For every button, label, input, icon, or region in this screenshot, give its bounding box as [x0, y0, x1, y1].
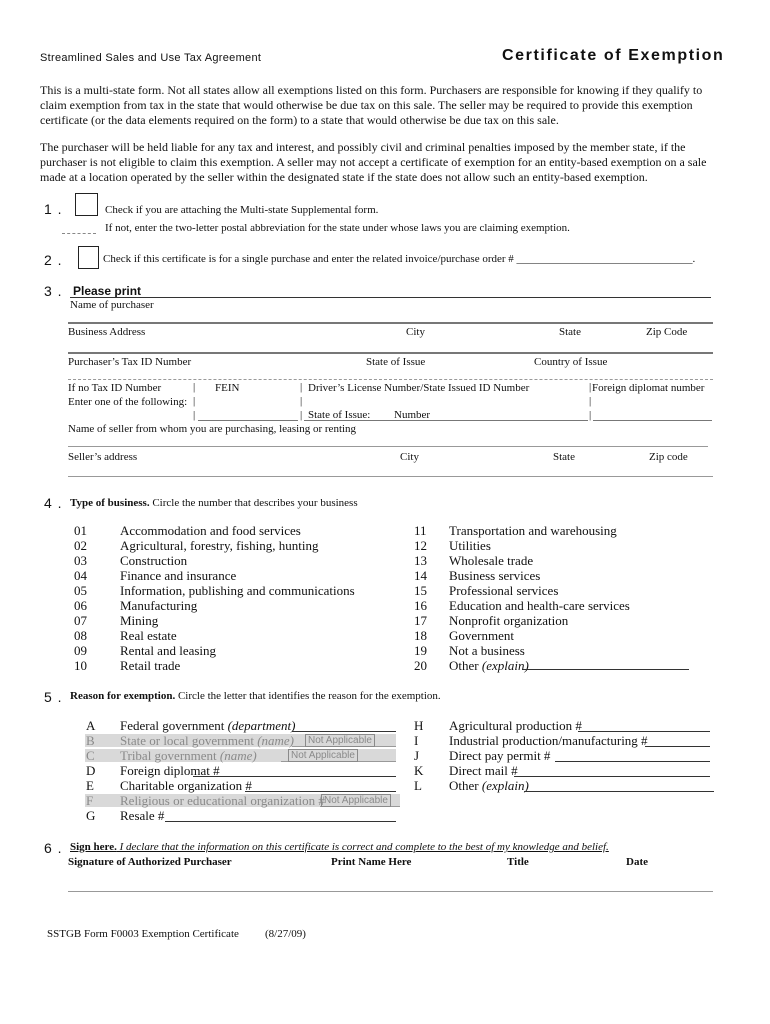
separator: | — [589, 409, 592, 421]
page-title: Certificate of Exemption — [502, 47, 725, 64]
intro-paragraph-1: This is a multi-state form. Not all states allow all exemptions listed on this form. Purchasers are responsible for knowing if they qualify to claim exemption from tax in the state that would otherwise be due tax on this sale. The seller may be required to provide this exemption certificate (or the data elements required on the form) to a state that would otherwise be due tax on this sale. — [40, 83, 703, 127]
exemption-reason-label: Industrial production/manufacturing # — [449, 733, 648, 748]
type-of-business-label — [70, 497, 358, 509]
exemption-reason-label: Charitable organization # — [120, 778, 252, 793]
foreign-diplomat-field[interactable] — [593, 420, 712, 421]
exemption-reason-label: Other (explain) — [449, 778, 529, 793]
separator: | — [193, 409, 196, 421]
exemption-reason-field[interactable] — [193, 776, 396, 777]
business-type-label: Agricultural, forestry, fishing, hunting — [120, 538, 319, 553]
business-type-label: Professional services — [449, 583, 559, 598]
signature-field[interactable] — [68, 891, 713, 892]
business-type-label: Retail trade — [120, 658, 181, 673]
drivers-license-label: Driver’s License Number/State Issued ID Number — [308, 382, 530, 394]
exemption-reason-code[interactable]: F — [86, 793, 94, 808]
business-address-field[interactable] — [68, 352, 713, 354]
exemption-reason-label: Direct pay permit # — [449, 748, 551, 763]
label-rest: Circle the letter that identifies the reason for the exemption. — [175, 690, 441, 702]
declaration-text: I declare that the information on this certificate is correct and complete to the best of my knowledge and belief. — [116, 841, 609, 853]
business-type-label: Mining — [120, 613, 159, 628]
label-bold: Reason for exemption. — [70, 690, 176, 702]
single-purchase-checkbox[interactable] — [78, 246, 99, 269]
state-label: State — [559, 326, 581, 338]
seller-city-label: City — [400, 451, 419, 463]
exemption-reason-code[interactable]: C — [86, 748, 95, 763]
exemption-reason-field[interactable] — [645, 746, 710, 747]
seller-address-label: Seller’s address — [68, 451, 138, 463]
section-4-number: 4 . — [44, 495, 63, 511]
zip-code-label: Zip Code — [646, 326, 688, 338]
business-type-code[interactable]: 18 — [414, 628, 427, 643]
separator: | — [193, 395, 196, 407]
please-print-label: Please print — [73, 284, 142, 298]
business-address-label: Business Address — [68, 326, 146, 338]
exemption-reason-code[interactable]: K — [414, 763, 424, 778]
please-print-rule — [70, 297, 711, 298]
separator: | — [589, 381, 592, 393]
reason-for-exemption-label — [70, 690, 441, 702]
business-type-code[interactable]: 07 — [74, 613, 87, 628]
separator: | — [300, 409, 303, 421]
name-of-purchaser-field[interactable] — [68, 322, 713, 324]
dl-number-label: Number — [394, 409, 431, 421]
exemption-reason-label: State or local government (name) — [120, 733, 295, 748]
exemption-reason-label: Foreign diplomat # — [120, 763, 220, 778]
seller-zip-label: Zip code — [649, 451, 688, 463]
separator: | — [300, 395, 303, 407]
enter-one-label: Enter one of the following: — [68, 396, 188, 408]
seller-state-label: State — [553, 451, 575, 463]
supplemental-form-checkbox[interactable] — [75, 193, 98, 216]
exemption-reason-field[interactable] — [165, 821, 396, 822]
business-type-code[interactable]: 02 — [74, 538, 87, 553]
sign-here: Sign here. — [70, 841, 117, 853]
business-type-code[interactable]: 01 — [74, 523, 87, 538]
business-type-code[interactable]: 12 — [414, 538, 427, 553]
exemption-reason-label: Direct mail # — [449, 763, 518, 778]
exemption-reason-code[interactable]: H — [414, 718, 424, 733]
declaration — [70, 841, 609, 853]
dl-state-of-issue-label: State of Issue: — [308, 409, 371, 421]
city-label: City — [406, 326, 425, 338]
seller-name-label: Name of seller from whom you are purchasing, leasing or renting — [68, 423, 357, 435]
drivers-license-field[interactable] — [304, 420, 588, 421]
exemption-reason-field[interactable] — [292, 731, 396, 732]
business-type-code[interactable]: 17 — [414, 613, 427, 628]
exemption-reason-label: Federal government (department) — [120, 718, 296, 733]
separator: | — [589, 395, 592, 407]
not-applicable-badge: Not Applicable — [305, 734, 375, 747]
business-type-label: Government — [449, 628, 514, 643]
business-other-field[interactable] — [523, 669, 689, 670]
business-type-label: Other (explain) — [449, 658, 529, 673]
business-type-code[interactable]: 20 — [414, 658, 427, 673]
business-type-code[interactable]: 04 — [74, 568, 87, 583]
exemption-reason-code[interactable]: J — [414, 748, 420, 763]
exemption-reason-field[interactable] — [555, 761, 710, 762]
business-type-label: Transportation and warehousing — [449, 523, 617, 538]
business-type-label: Education and health-care services — [449, 598, 630, 613]
tax-id-field[interactable] — [68, 379, 713, 380]
business-type-code[interactable]: 19 — [414, 643, 427, 658]
exemption-reason-code[interactable]: I — [414, 733, 419, 748]
business-type-label: Nonprofit organization — [449, 613, 569, 628]
not-applicable-badge: Not Applicable — [321, 794, 391, 807]
exemption-reason-code[interactable]: D — [86, 763, 96, 778]
separator: | — [193, 381, 196, 393]
label-rest: Circle the number that describes your business — [149, 497, 358, 509]
business-type-code[interactable]: 08 — [74, 628, 87, 643]
business-type-label: Manufacturing — [120, 598, 198, 613]
form-date: (8/27/09) — [265, 928, 306, 940]
section-2-number: 2 . — [44, 252, 63, 268]
exemption-reason-code[interactable]: A — [86, 718, 96, 733]
foreign-diplomat-label: Foreign diplomat number — [592, 382, 705, 394]
business-type-label: Construction — [120, 553, 188, 568]
exemption-reason-label: Religious or educational organization # — [120, 793, 325, 808]
exemption-reason-code[interactable]: E — [86, 778, 94, 793]
exemption-reason-code[interactable]: L — [414, 778, 422, 793]
section-5-number: 5 . — [44, 689, 63, 705]
intro-paragraph-2: The purchaser will be held liable for any tax and interest, and possibly civil and criminal penalties imposed by the member state, if the purchaser is not eligible to claim this exemption. A seller may not accept a certificate of exemption for an entity-based exemption on a sale made at a location operated by the seller within the designated state if the state does not allow such an entity-based exemption. — [40, 140, 707, 184]
state-abbreviation-label: If not, enter the two-letter postal abbreviation for the state under whose laws you are claiming exemption. — [105, 222, 570, 234]
form-id: SSTGB Form F0003 Exemption Certificate — [47, 928, 239, 940]
business-type-label: Wholesale trade — [449, 553, 534, 568]
supplemental-form-label: Check if you are attaching the Multi-state Supplemental form. — [105, 204, 379, 216]
label-bold: Type of business. — [70, 497, 150, 509]
label-note: (name) — [219, 748, 257, 763]
label-note: (name) — [257, 733, 295, 748]
business-type-code[interactable]: 14 — [414, 568, 427, 583]
business-type-label: Accommodation and food services — [120, 523, 301, 538]
exemption-reason-label: Tribal government (name) — [120, 748, 257, 763]
exemption-reason-code[interactable]: B — [86, 733, 95, 748]
signature-label: Signature of Authorized Purchaser — [68, 856, 232, 868]
seller-address-field[interactable] — [68, 476, 713, 477]
business-type-code[interactable]: 13 — [414, 553, 427, 568]
separator: | — [300, 381, 303, 393]
title-label: Title — [507, 856, 529, 868]
no-tax-id-label: If no Tax ID Number — [68, 382, 162, 394]
exemption-reason-field[interactable] — [514, 776, 710, 777]
business-type-code[interactable]: 16 — [414, 598, 427, 613]
label-note: (department) — [227, 718, 296, 733]
business-type-code[interactable]: 09 — [74, 643, 87, 658]
state-of-issue-label: State of Issue — [366, 356, 426, 368]
fein-label: FEIN — [215, 382, 240, 394]
fein-field[interactable] — [198, 420, 298, 421]
state-abbreviation-field[interactable] — [62, 233, 96, 234]
single-purchase-label: Check if this certificate is for a single purchase and enter the related invoice/purchase order # ________________________________. — [103, 253, 696, 265]
business-type-code[interactable]: 11 — [414, 523, 427, 538]
business-type-label: Rental and leasing — [120, 643, 217, 658]
label-note: (explain) — [481, 778, 529, 793]
business-type-code[interactable]: 10 — [74, 658, 87, 673]
date-label: Date — [626, 856, 648, 868]
section-3-number: 3 . — [44, 283, 63, 299]
section-1-number: 1 . — [44, 201, 63, 217]
business-type-label: Finance and insurance — [120, 568, 237, 583]
exemption-reason-label: Agricultural production # — [449, 718, 582, 733]
business-type-code[interactable]: 05 — [74, 583, 87, 598]
business-type-code[interactable]: 03 — [74, 553, 87, 568]
business-type-label: Real estate — [120, 628, 177, 643]
business-type-label: Utilities — [449, 538, 491, 553]
tax-id-label: Purchaser’s Tax ID Number — [68, 356, 192, 368]
agreement-title: Streamlined Sales and Use Tax Agreement — [40, 52, 262, 64]
section-6-number: 6 . — [44, 840, 63, 856]
country-of-issue-label: Country of Issue — [534, 356, 608, 368]
business-type-code[interactable]: 15 — [414, 583, 427, 598]
exemption-reason-label: Resale # — [120, 808, 165, 823]
business-type-label: Information, publishing and communications — [120, 583, 355, 598]
not-applicable-badge: Not Applicable — [288, 749, 358, 762]
exemption-reason-field[interactable] — [578, 731, 710, 732]
label-note: (explain) — [481, 658, 529, 673]
business-type-label: Business services — [449, 568, 541, 583]
print-name-label: Print Name Here — [331, 856, 412, 868]
seller-name-field[interactable] — [68, 446, 708, 447]
business-type-label: Not a business — [449, 643, 525, 658]
exemption-reason-field[interactable] — [524, 791, 714, 792]
name-of-purchaser-label: Name of purchaser — [70, 299, 154, 311]
exemption-reason-field[interactable] — [245, 791, 396, 792]
exemption-reason-code[interactable]: G — [86, 808, 96, 823]
business-type-code[interactable]: 06 — [74, 598, 87, 613]
